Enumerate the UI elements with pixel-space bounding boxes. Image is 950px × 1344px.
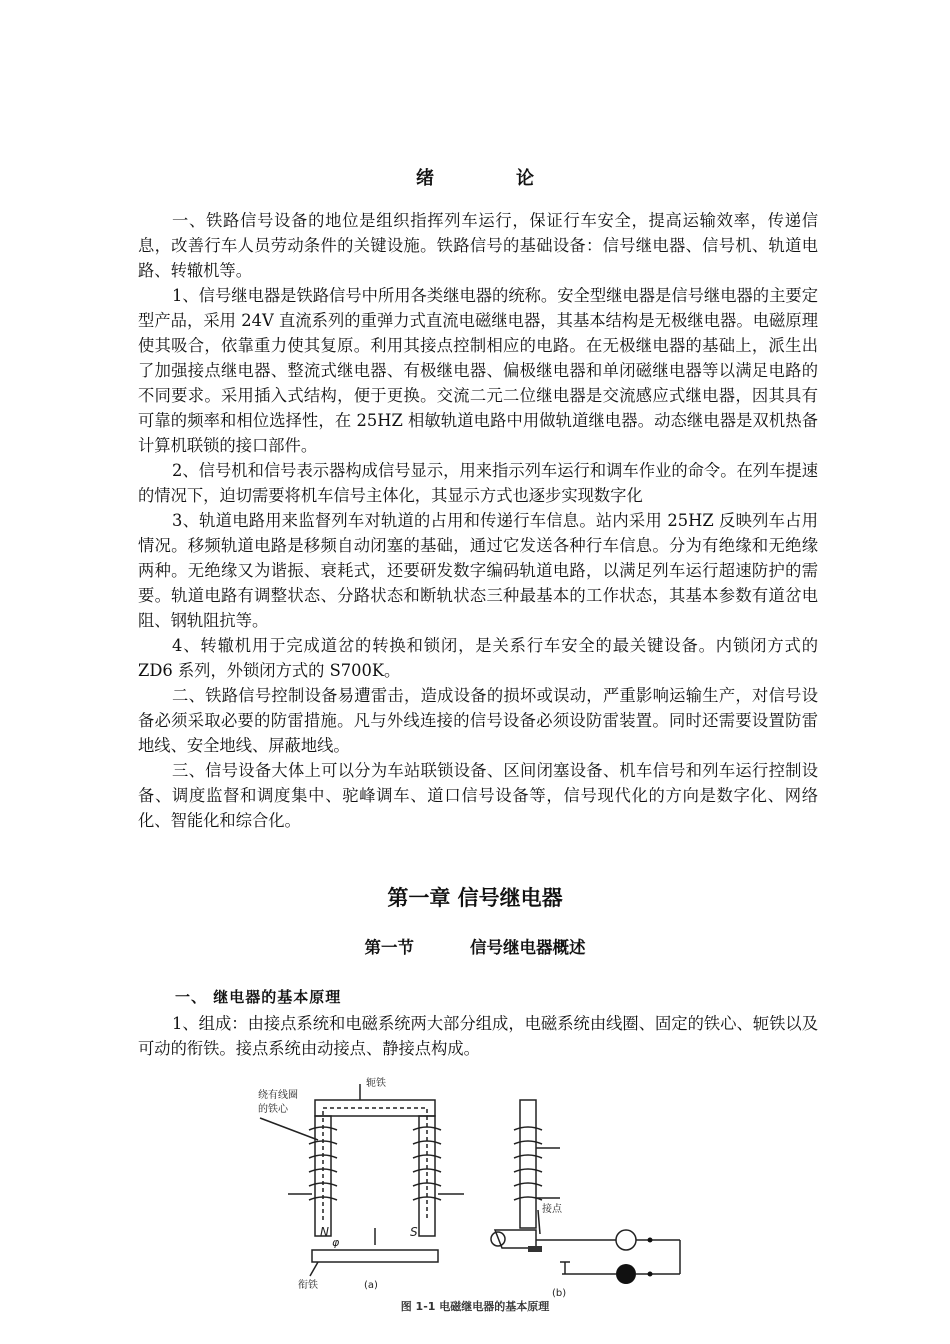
armature-leader-shape — [310, 1262, 318, 1276]
side-core-shape — [520, 1100, 536, 1228]
label-yoke: 轭铁 — [366, 1078, 386, 1089]
section-heading — [0, 934, 950, 958]
intro-paragraph-1: 一、铁路信号设备的地位是组织指挥列车运行，保证行车安全，提高运输效率，传递信息，改善行车人员劳动条件的关键设施。铁路信号的基础设备：信号继电器、信号机、轨道电路、转辙机等。 — [138, 211, 818, 280]
intro-paragraph-4: 3、轨道电路用来监督列车对轨道的占用和传递行车信息。站内采用 25HZ 反映列车占用情况。移频轨道电路是移频自动闭塞的基础，通过它发送各种行车信息。分为有绝缘和无绝缘两种。无绝缘又为谐振、衰耗式，还要研发数字编码轨道电路，以满足列车运行超速防护的需要。轨道电路有调整状态、分路状态和断轨状态三种最基本的工作状态，其基本参数有道岔电阻、钢轨阻抗等。 — [138, 511, 818, 630]
intro-paragraph-3: 2、信号机和信号表示器构成信号显示，用来指示列车运行和调车作业的命令。在列车提速的情况下，迫切需要将机车信号主体化，其显示方式也逐步实现数字化 — [138, 461, 818, 505]
label-north: N — [320, 1225, 329, 1239]
junction-top-dot — [648, 1238, 653, 1243]
core-leader-shape — [260, 1118, 318, 1140]
contact-leader-shape — [538, 1210, 540, 1234]
label-armature: 衔铁 — [298, 1280, 318, 1291]
intro-paragraph-5: 4、转辙机用于完成道岔的转换和锁闭，是关系行车安全的最关键设备。内锁闭方式的 ZD6 系列，外锁闭方式的 S700K。 — [138, 636, 818, 680]
label-b: (b) — [552, 1288, 567, 1299]
section-title: 信号继电器概述 — [470, 938, 586, 957]
intro-paragraph-6: 二、铁路信号控制设备易遭雷击，造成设备的损坏或误动，严重影响运输生产，对信号设备必须采取必要的防雷措施。凡与外线连接的信号设备必须设防雷装置。同时还需要设置防雷地线、安全地线、屏蔽地线。 — [138, 686, 818, 755]
intro-paragraph-2: 1、信号继电器是铁路信号中所用各类继电器的统称。安全型继电器是信号继电器的主要定型产品，采用 24V 直流系列的重弹力式直流电磁继电器，其基本结构是无极继电器。电磁原理使其吸合，依靠重力使其复原。利用其接点控制相应的电路。在无极继电器的基础上，派生出了加强接点继电器、整流式继电器、有极继电器、偏极继电器和单闭磁继电器等以满足电路的不同要求。采用插入式结构，便于更换。交流二元二位继电器是交流感应式继电器，因其具有可靠的频率和相位选择性，在 25HZ 相敏轨道电路中用做轨道继电器。动态继电器是双机热备计算机联锁的接口部件。 — [138, 286, 818, 455]
subheading: 一、 继电器的基本原理 — [175, 988, 342, 1006]
section-body — [138, 1011, 818, 1061]
label-core-line2: 的铁心 — [258, 1104, 288, 1115]
lamp-bottom-shape — [616, 1264, 636, 1284]
figure-caption: 图 1-1 电磁继电器的基本原理 — [400, 1300, 550, 1313]
lamp-top-shape — [616, 1230, 636, 1250]
label-core-line1: 绕有线圈 — [258, 1090, 298, 1101]
intro-paragraph-7: 三、信号设备大体上可以分为车站联锁设备、区间闭塞设备、机车信号和列车运行控制设备、调度监督和调度集中、驼峰调车、道口信号设备等，信号现代化的方向是数字化、网络化、智能化和综合化。 — [138, 761, 818, 830]
label-a: (a) — [364, 1280, 378, 1291]
armature-shape — [312, 1250, 438, 1262]
section-number: 第一节 — [364, 938, 414, 957]
label-phi: φ — [332, 1236, 340, 1249]
label-south: S — [410, 1225, 418, 1239]
relay-diagram-svg — [240, 1070, 710, 1300]
chapter-title: 第一章 信号继电器 — [387, 886, 563, 910]
intro-title-part2: 论 — [516, 168, 534, 189]
side-coil-shape — [514, 1127, 542, 1200]
intro-title — [0, 164, 950, 190]
section-paragraph: 1、组成：由接点系统和电磁系统两大部分组成，电磁系统由线圈、固定的铁心、轭铁以及可动的衔铁。接点系统由动接点、静接点构成。 — [138, 1014, 818, 1058]
flux-path-shape — [323, 1108, 427, 1220]
intro-title-part1: 绪 — [416, 168, 434, 189]
relay-diagram — [240, 1070, 710, 1300]
intro-body — [138, 208, 818, 833]
moving-contact-shape — [528, 1246, 542, 1252]
junction-bottom-dot — [648, 1272, 653, 1277]
label-contact: 接点 — [542, 1204, 562, 1215]
